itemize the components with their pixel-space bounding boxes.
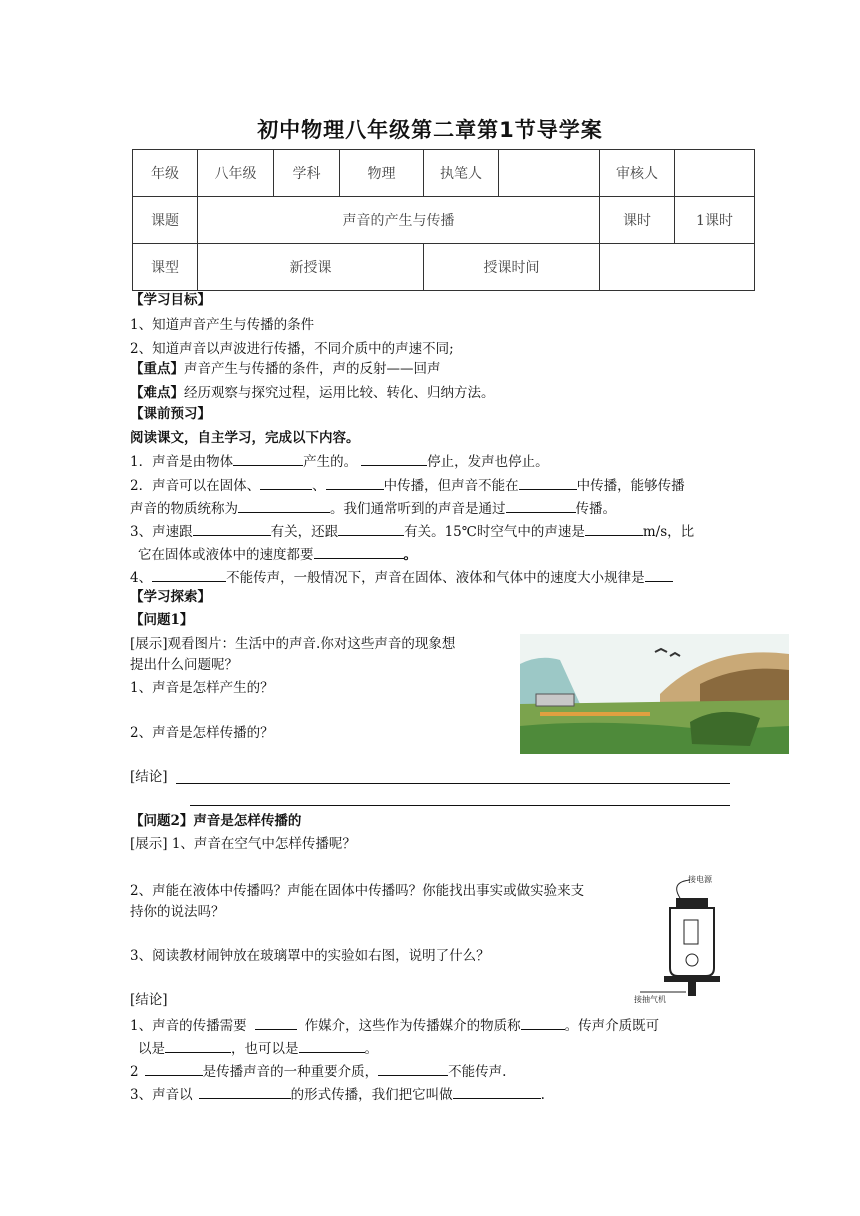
goal-line: 2、知道声音以声波进行传播，不同介质中的声速不同; (130, 341, 454, 357)
table-cell: 新授课 (198, 244, 424, 291)
conclusion-label: [结论] (130, 992, 168, 1008)
fig-label-bottom: 接抽气机 (634, 995, 666, 1004)
blank[interactable] (506, 497, 576, 513)
q2-item: 3、阅读教材闹钟放在玻璃罩中的实验如右图，说明了什么？ (130, 948, 490, 964)
table-cell (600, 244, 755, 291)
q1-item: 2、声音是怎样传播的？ (130, 725, 274, 741)
question-label: 【问题1】 (130, 612, 194, 628)
table-cell: 年级 (133, 150, 198, 197)
text: m/s，比 (642, 524, 695, 540)
bell-jar-diagram (630, 868, 740, 1008)
table-cell: 审核人 (600, 150, 675, 197)
page-title: 初中物理八年级第二章第1节导学案 (257, 118, 603, 142)
key-text: 声音产生与传播的条件，声的反射——回声 (184, 361, 441, 377)
blank[interactable] (255, 1014, 297, 1030)
table-cell: 1课时 (675, 197, 755, 244)
blank[interactable] (519, 474, 577, 490)
blank[interactable] (378, 1060, 448, 1076)
blank[interactable] (326, 474, 384, 490)
blank[interactable] (645, 566, 673, 582)
conclusion-label: [结论] (130, 769, 168, 785)
table-cell (499, 150, 600, 197)
preview-q2 (130, 474, 685, 496)
text: 2．声音可以在固体、 (130, 478, 261, 494)
text: 、 (312, 478, 326, 494)
q1-show (130, 634, 455, 654)
preview-q3b (138, 543, 417, 565)
text: 以是 (138, 1041, 165, 1057)
text: 4、 (130, 570, 153, 586)
text: 观看图片：生活中的声音.你对这些声音的现象想 (167, 636, 456, 652)
text: 有关，还跟 (270, 524, 339, 540)
table-row (133, 244, 755, 291)
q2-label: 【问题2】 (130, 813, 194, 829)
table-cell: 课时 (600, 197, 675, 244)
blank[interactable] (299, 1037, 365, 1053)
text: 产生的。 (303, 454, 358, 470)
text: 不能传声，一般情况下，声音在固体、液体和气体中的速度大小规律是 (226, 570, 645, 586)
instruction: 阅读课文，自主学习，完成以下内容。 (130, 430, 360, 446)
text: 。 (403, 547, 417, 563)
blank[interactable] (338, 520, 404, 536)
table-cell: 学科 (274, 150, 340, 197)
preview-q4 (130, 566, 673, 588)
blank[interactable] (260, 474, 312, 490)
text: ，也可以是 (231, 1041, 299, 1057)
text: 3、声音以 (130, 1087, 193, 1103)
text: 。 (364, 1041, 378, 1057)
fig-label-top: 接电源 (688, 875, 712, 884)
show-label: [展示] (130, 636, 168, 652)
table-cell: 课型 (133, 244, 198, 291)
text: . (540, 1087, 545, 1103)
conclusion-line (130, 1083, 545, 1105)
difficulty (130, 383, 495, 403)
text: 1、声音在空气中怎样传播呢？ (171, 836, 356, 852)
conclusion-line (130, 1060, 506, 1082)
text: 声音的物质统称为 (130, 501, 238, 517)
conclusion-line (138, 1037, 378, 1059)
text: 1．声音是由物体 (130, 454, 234, 470)
table-cell: 授课时间 (424, 244, 600, 291)
table-row (133, 150, 755, 197)
text: 的形式传播，我们把它叫做 (290, 1087, 453, 1103)
preview-q2b (130, 497, 616, 519)
text: 中传播，但声音不能在 (383, 478, 519, 494)
answer-line[interactable] (190, 805, 730, 806)
blank[interactable] (521, 1014, 565, 1030)
text: 是传播声音的一种重要介质， (202, 1064, 379, 1080)
text: 传播。 (575, 501, 616, 517)
q1-item: 1、声音是怎样产生的？ (130, 680, 274, 696)
table-cell: 声音的产生与传播 (198, 197, 600, 244)
preview-q1 (130, 450, 549, 472)
table-row (133, 197, 755, 244)
table-cell: 物理 (340, 150, 424, 197)
goal-line: 1、知道声音产生与传播的条件 (130, 317, 315, 333)
text: 有关。15℃时空气中的声速是 (404, 524, 585, 540)
blank[interactable] (145, 1060, 203, 1076)
blank[interactable] (238, 497, 330, 513)
conclusion-line (130, 1014, 659, 1036)
text: 。我们通常听到的声音是通过 (330, 501, 506, 517)
preview-q3 (130, 520, 694, 542)
q1-show2: 提出什么问题呢？ (130, 657, 238, 673)
table-cell: 执笔人 (424, 150, 499, 197)
text: 它在固体或液体中的速度都要 (138, 547, 314, 563)
diff-label: 【难点】 (130, 385, 184, 401)
text: 不能传声. (448, 1064, 507, 1080)
q2-item: 持你的说法吗？ (130, 904, 225, 920)
key-label: 【重点】 (130, 361, 184, 377)
q2-title: 声音是怎样传播的 (193, 813, 302, 829)
blank[interactable] (199, 1083, 291, 1099)
blank[interactable] (165, 1037, 231, 1053)
blank[interactable] (361, 450, 427, 466)
text: 停止，发声也停止。 (427, 454, 549, 470)
landscape-illustration (520, 634, 789, 754)
section-heading: 【学习探索】 (130, 589, 211, 605)
section-heading: 【课前预习】 (130, 406, 211, 422)
key-point (130, 359, 441, 379)
blank[interactable] (152, 566, 226, 582)
table-cell: 课题 (133, 197, 198, 244)
q2-show (130, 834, 356, 854)
info-table (132, 149, 755, 291)
table-cell (675, 150, 755, 197)
diff-text: 经历观察与探究过程，运用比较、转化、归纳方法。 (184, 385, 495, 401)
blank[interactable] (453, 1083, 541, 1099)
text: 3、声速跟 (130, 524, 193, 540)
blank[interactable] (314, 543, 404, 559)
text: 1、声音的传播需要 (130, 1018, 247, 1034)
text: 作媒介，这些作为传播媒介的物质称 (304, 1018, 521, 1034)
answer-line[interactable] (176, 783, 730, 784)
blank[interactable] (193, 520, 271, 536)
text: 2 (130, 1064, 139, 1080)
blank[interactable] (585, 520, 643, 536)
table-cell: 八年级 (198, 150, 274, 197)
text: 。传声介质既可 (564, 1018, 660, 1034)
blank[interactable] (233, 450, 303, 466)
question-label (130, 811, 301, 831)
text: 中传播，能够传播 (576, 478, 685, 494)
section-heading: 【学习目标】 (130, 292, 211, 308)
show-label: [展示] (130, 836, 168, 852)
q2-item: 2、声能在液体中传播吗？声能在固体中传播吗？你能找出事实或做实验来支 (130, 883, 585, 899)
